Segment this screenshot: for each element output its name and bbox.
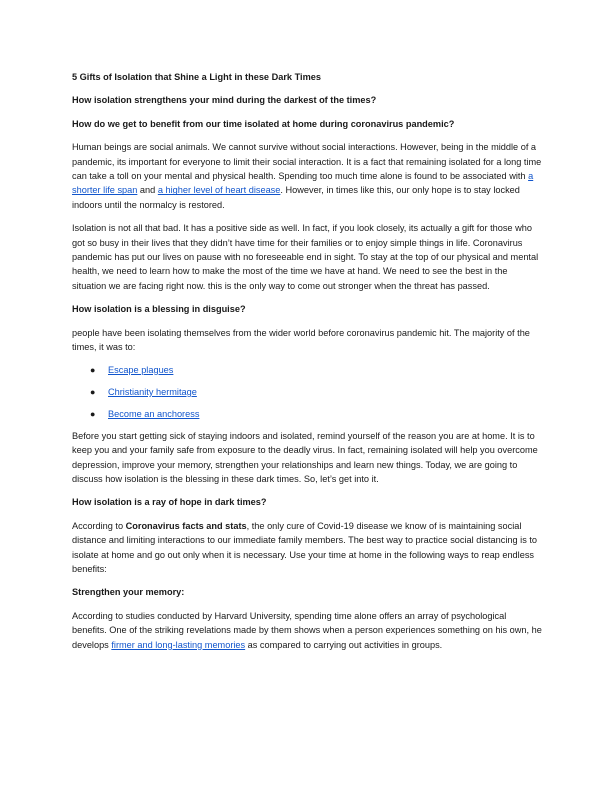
heading-benefit-time-isolated: How do we get to benefit from our time isolated at home during coronavirus pandemic?: [72, 118, 455, 129]
paragraph-social-animals: [72, 140, 542, 212]
paragraph-text: According to: [72, 520, 126, 531]
paragraph-text: . However, in times like this, our only hope is to stay locked indoors until the normalcy is restored.: [72, 185, 520, 210]
document-title: 5 Gifts of Isolation that Shine a Light in these Dark Times: [72, 72, 321, 82]
paragraph-harvard-studies: [72, 609, 542, 652]
paragraph-text: Human beings are social animals. We cannot survive without social interactions. However, being in the middle of a pandemic, its important for everyone to limit their social interaction. It is a fact that remaining isolated for a long time can take a toll on your mental and physical health. Spending too much time alone is found to be associated with: [72, 142, 542, 182]
heading-strengthen-memory: Strengthen your memory:: [72, 587, 185, 598]
link-become-an-anchoress[interactable]: Become an anchoress: [108, 409, 200, 420]
link-escape-plagues[interactable]: Escape plagues: [108, 364, 174, 375]
bold-coronavirus-facts: Coronavirus facts and stats: [125, 520, 247, 531]
document-page: [72, 70, 542, 661]
bullet-icon: ●: [90, 409, 96, 420]
list-item: [90, 407, 542, 421]
bullet-icon: ●: [90, 386, 96, 397]
paragraph-text: as compared to carrying out activities in groups.: [245, 639, 443, 650]
heading-ray-of-hope: How isolation is a ray of hope in dark times?: [72, 497, 267, 508]
reasons-list: [72, 363, 542, 422]
paragraph-text: According to studies conducted by Harvard University, spending time alone offers an array of psychological benefits. One of the striking revelations made by them shows when a person experiences something on his own, he develops: [72, 610, 542, 650]
paragraph-text: , the only cure of Covid-19 disease we know of is maintaining social distance and limiting interactions to our immediate family members. The best way to practice social distancing is to isolate at home and go out only when it is necessary. Use your time at home in the following ways to reap endless benefits:: [72, 520, 538, 574]
link-heart-disease[interactable]: a higher level of heart disease: [157, 185, 281, 196]
paragraph-people-isolating: people have been isolating themselves from the wider world before coronavirus pandemic hit. The majority of the times, it was to:: [72, 327, 530, 353]
paragraph-text: and: [137, 185, 158, 196]
link-christianity-hermitage[interactable]: Christianity hermitage: [108, 386, 197, 397]
heading-isolation-strengthens-mind: How isolation strengthens your mind during the darkest of the times?: [72, 95, 377, 106]
link-shorter-life-span[interactable]: a shorter life span: [72, 171, 534, 196]
bullet-icon: ●: [90, 364, 96, 375]
heading-blessing-in-disguise: How isolation is a blessing in disguise?: [72, 304, 246, 315]
paragraph-positive-side: Isolation is not all that bad. It has a positive side as well. In fact, if you look closely, its actually a gift for those who got so busy in their lives that they didn’t have time for their families or to enjoy simple things in life. Coronavirus pandemic has put our lives on pause with no foreseeable end in sight. To stay at the top of our physical and mental health, we need to learn how to make the most of the time we have at hand. We need to see the best in the situation we are facing right now. this is the only way to come out stronger when the threat has passed.: [72, 223, 539, 291]
list-item: [90, 363, 542, 377]
paragraph-coronavirus-facts: [72, 519, 542, 577]
link-firmer-memories[interactable]: firmer and long-lasting memories: [111, 639, 246, 650]
list-item: [90, 385, 542, 399]
paragraph-before-you-start: Before you start getting sick of staying indoors and isolated, remind yourself of the reason you are at home. It is to keep you and your family safe from exposure to the deadly virus. In fact, remaining isolated will help you overcome depression, improve your memory, strengthen your relationships and learn new things. Today, we are going to discuss how isolation is the blessing in these dark times. So, let’s get into it.: [72, 430, 538, 484]
